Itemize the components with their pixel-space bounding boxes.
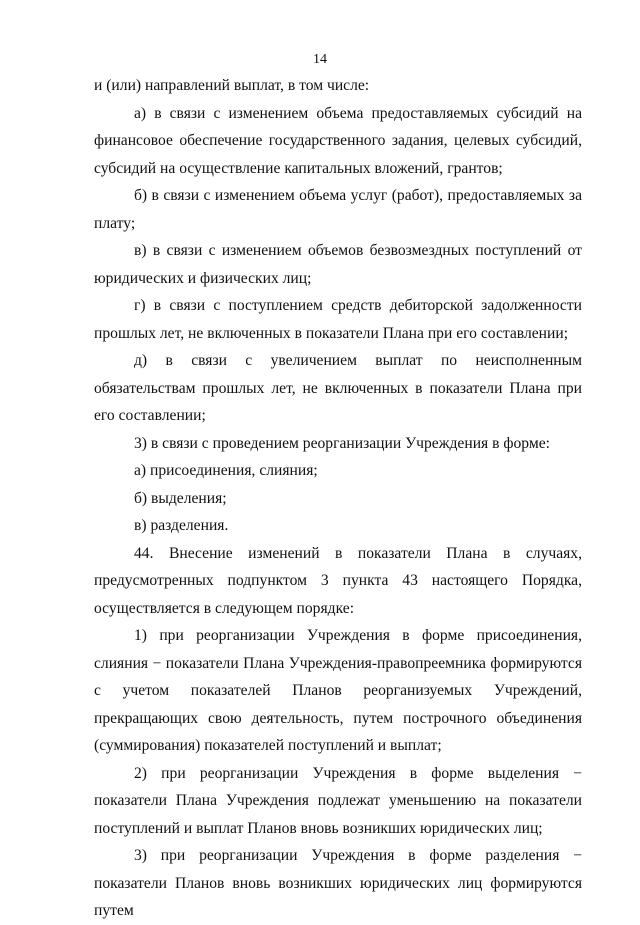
paragraph: а) присоединения, слияния; [134, 462, 318, 479]
paragraph: и (или) направлений выплат, в том числе: [94, 77, 370, 94]
paragraph: 2) при реорганизации Учреждения в форме выделения − показатели Плана Учреждения подлежат уменьшению на показатели поступлений и выплат Планов вновь возникших юридических лиц; [94, 764, 582, 837]
paragraph: б) выделения; [134, 489, 227, 507]
paragraph: 3) при реорганизации Учреждения в форме разделения − показатели Планов вновь возникших юридических лиц формируются путем [94, 847, 582, 919]
paragraph: в) в связи с изменением объемов безвозмездных поступлений от юридических и физических лиц; [94, 242, 582, 287]
paragraph: д) в связи с увеличением выплат по неисполненным обязательствам прошлых лет, не включенных в показатели Плана при его составлении; [94, 352, 582, 424]
paragraph: 1) при реорганизации Учреждения в форме присоединения, слияния − показатели Плана Учреждения-правопреемника формируются с учетом показателей Планов реорганизуемых Учреждений, прекращающих свою деятельность, путем построчного объединения (суммирования) показателей поступлений и выплат; [94, 627, 582, 754]
paragraph: в) разделения. [134, 517, 229, 534]
page-number: 14 [313, 52, 327, 67]
paragraph: г) в связи с поступлением средств дебиторской задолженности прошлых лет, не включенных в показатели Плана при его составлении; [94, 297, 582, 342]
paragraph: б) в связи с изменением объема услуг (работ), предоставляемых за плату; [94, 187, 582, 232]
paragraph: 3) в связи с проведением реорганизации Учреждения в форме: [134, 434, 550, 452]
paragraph: 44. Внесение изменений в показатели Плана в случаях, предусмотренных подпунктом 3 пункта 43 настоящего Порядка, осуществляется в следующем порядке: [94, 544, 582, 617]
paragraph: а) в связи с изменением объема предоставляемых субсидий на финансовое обеспечение государственного задания, целевых субсидий, субсидий на осуществление капитальных вложений, грантов; [94, 104, 582, 177]
document-body [94, 72, 582, 925]
